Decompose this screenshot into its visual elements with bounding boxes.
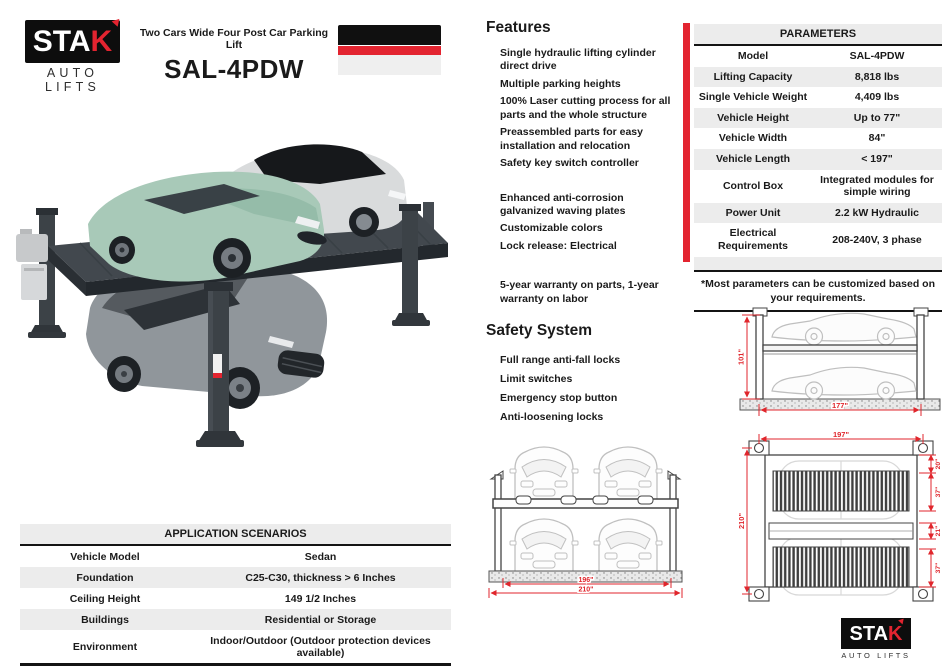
footer-brand-text — [850, 624, 903, 644]
doc-title: SAL-4PDW — [164, 54, 304, 84]
table-row — [694, 46, 942, 67]
upper-left-car — [510, 447, 578, 499]
plan-right-dim-1: 20" — [935, 458, 942, 470]
front-inner-width-dim: 196" — [578, 577, 594, 584]
lower-right-car — [594, 519, 662, 571]
features-group-1 — [486, 47, 678, 171]
footer-brand-logo — [841, 618, 911, 649]
stripe-black — [338, 25, 441, 45]
app-value: Residential or Storage — [264, 613, 377, 626]
safety-item: Anti-loosening locks — [500, 411, 604, 423]
table-row — [694, 203, 942, 224]
table-row — [20, 609, 451, 630]
feature-item: Preassembled parts for easy installation and relocation — [500, 126, 643, 152]
red-divider-bar — [683, 23, 690, 262]
feature-item: Lock release: Electrical — [500, 239, 617, 252]
safety-item: Limit switches — [500, 373, 573, 385]
param-value: 2.2 kW Hydraulic — [834, 206, 920, 219]
lower-left-car — [510, 519, 578, 571]
brand-sta: STA — [32, 24, 91, 58]
safety-item: Emergency stop button — [500, 392, 618, 404]
feature-item: Multiple parking heights — [500, 77, 621, 90]
parameters-header: PARAMETERS — [694, 24, 942, 46]
safety-section — [486, 322, 686, 430]
stripe-gray — [338, 55, 441, 75]
lower-car-outline — [772, 367, 916, 399]
param-value: 8,818 lbs — [854, 70, 900, 83]
table-row — [20, 588, 451, 609]
brand-k: K — [90, 24, 113, 58]
side-height-dim: 101" — [736, 348, 746, 366]
param-value: SAL-4PDW — [849, 50, 905, 62]
side-view-diagram — [734, 279, 946, 421]
stripe-red — [338, 46, 441, 55]
front-outer-width-dim: 210" — [578, 586, 594, 594]
app-value: C25-C30, thickness > 6 Inches — [245, 571, 396, 584]
safety-heading: Safety System — [486, 322, 592, 339]
param-label: Vehicle Height — [717, 111, 789, 124]
features-group-2 — [486, 192, 678, 254]
table-row — [20, 546, 451, 567]
side-width-dim: 177" — [831, 401, 849, 410]
brand-logo-text — [32, 24, 113, 58]
plan-right-dim-3: 21" — [935, 525, 942, 537]
hydraulic-power-unit-icon — [16, 229, 48, 300]
parameters-table — [694, 24, 942, 312]
param-value: 84" — [868, 132, 886, 145]
safety-list — [486, 354, 686, 423]
plan-top-dim: 197" — [832, 430, 850, 439]
plan-right-dim-2: 37" — [935, 486, 942, 498]
table-row — [694, 108, 942, 129]
features-group-3 — [486, 279, 678, 306]
app-label: Foundation — [76, 571, 134, 584]
brand-logo-subtext: AUTO LIFTS — [44, 66, 101, 94]
feature-item: 100% Laser cutting process for all parts and the whole structure — [500, 95, 671, 121]
feature-item: 5-year warranty on parts, 1-year warranty on labor — [500, 279, 659, 305]
application-header: APPLICATION SCENARIOS — [20, 524, 451, 546]
lower-waving-plate — [773, 547, 909, 587]
param-label: Control Box — [722, 179, 784, 192]
param-value: Up to 77" — [853, 111, 901, 124]
app-value: Sedan — [304, 550, 337, 563]
app-value: Indoor/Outdoor (Outdoor protection devices available) — [210, 634, 431, 659]
brand-sta: STA — [849, 622, 889, 645]
table-row — [694, 170, 942, 203]
table-row — [694, 67, 942, 88]
feature-item: Single hydraulic lifting cylinder direct drive — [500, 47, 656, 73]
app-label: Buildings — [81, 613, 129, 626]
feature-item: Customizable colors — [500, 222, 603, 235]
safety-item: Full range anti-fall locks — [500, 354, 621, 366]
table-row — [20, 630, 451, 663]
app-value: 149 1/2 Inches — [284, 592, 357, 605]
param-value: 208-240V, 3 phase — [832, 233, 922, 246]
upper-right-car — [594, 447, 662, 499]
param-label: Power Unit — [725, 206, 781, 219]
table-row-empty — [694, 257, 942, 270]
plan-view-diagram — [737, 427, 946, 605]
param-label: Vehicle Length — [715, 152, 791, 165]
app-label: Ceiling Height — [69, 592, 141, 605]
brand-logo — [25, 20, 120, 63]
app-label: Environment — [72, 640, 138, 653]
header-stripes — [338, 25, 441, 75]
plan-right-dim-4: 37" — [935, 562, 942, 574]
front-view-diagram — [483, 431, 688, 599]
param-value: Integrated modules for simple wiring — [820, 173, 934, 199]
param-label: Model — [737, 50, 769, 62]
param-label: Lifting Capacity — [713, 70, 793, 83]
parameters-footnote: *Most parameters can be customized based on your requirements. — [694, 270, 942, 312]
param-value: < 197" — [861, 152, 893, 165]
app-label: Vehicle Model — [70, 550, 140, 563]
param-label: Single Vehicle Weight — [698, 91, 808, 104]
feature-item: Safety key switch controller — [500, 157, 639, 170]
table-row — [694, 223, 942, 256]
brand-k: K — [888, 622, 903, 645]
param-value: 4,409 lbs — [854, 91, 900, 104]
product-photo — [2, 96, 474, 528]
doc-subtitle: Two Cars Wide Four Post Car Parking Lift — [139, 27, 329, 51]
plan-left-dim: 210" — [737, 512, 746, 530]
table-row — [694, 128, 942, 149]
features-heading: Features — [486, 19, 551, 36]
upper-waving-plate — [773, 471, 909, 511]
features-section — [486, 19, 678, 310]
footer-brand-subtext: AUTO LIFTS — [841, 651, 911, 660]
brand-arrow-icon — [112, 16, 123, 27]
param-label: Electrical Requirements — [717, 227, 789, 252]
table-row — [694, 149, 942, 170]
title-block — [138, 27, 330, 85]
application-table — [20, 524, 451, 666]
table-row — [20, 567, 451, 588]
upper-car-outline — [772, 313, 916, 345]
feature-item: Enhanced anti-corrosion galvanized waving plates — [500, 191, 626, 217]
param-label: Vehicle Width — [718, 132, 788, 145]
table-row — [694, 87, 942, 108]
